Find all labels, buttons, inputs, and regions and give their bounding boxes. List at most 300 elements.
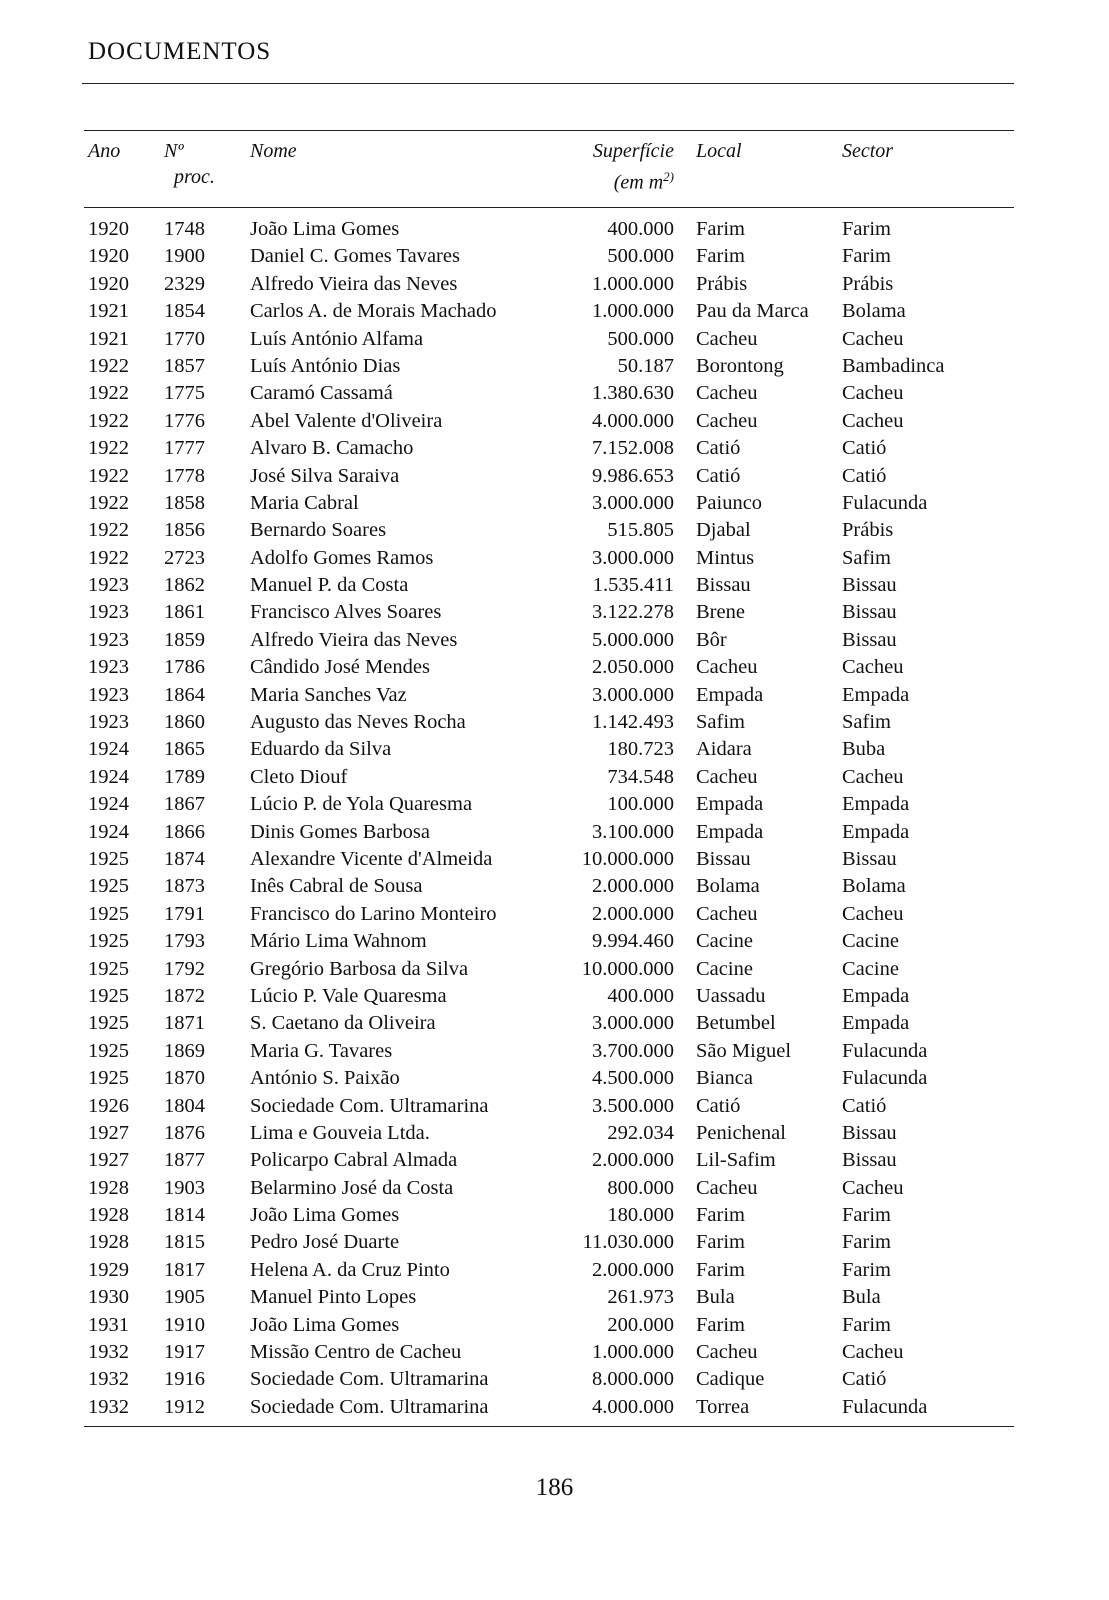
cell-ano: 1924 [88,765,129,788]
cell-local: Farim [696,1204,745,1227]
cell-sector: Catió [842,464,887,487]
cell-nome: Manuel Pinto Lopes [250,1286,417,1309]
cell-sector: Farim [842,245,891,268]
cell-superficie: 515.805 [607,519,674,542]
cell-superficie: 2.050.000 [592,656,674,679]
cell-ano: 1928 [88,1176,129,1199]
cell-sector: Cacheu [842,1176,904,1199]
table-row [84,490,1014,517]
table-row [84,791,1014,818]
cell-local: Mintus [696,546,755,569]
cell-ano: 1920 [88,245,129,268]
cell-sector: Cacheu [842,902,904,925]
cell-ano: 1920 [88,272,129,295]
cell-ano: 1922 [88,491,129,514]
cell-ano: 1932 [88,1341,129,1364]
cell-sector: Bambadinca [842,354,945,377]
cell-ano: 1922 [88,519,129,542]
cell-superficie: 1.000.000 [592,272,674,295]
cell-superficie: 3.000.000 [592,491,674,514]
cell-proc: 1860 [164,711,205,734]
cell-local: Borontong [696,354,784,377]
cell-superficie: 9.986.653 [592,464,674,487]
cell-ano: 1929 [88,1258,129,1281]
cell-superficie: 1.000.000 [592,300,674,323]
cell-sector: Fulacunda [842,1039,928,1062]
cell-ano: 1922 [88,546,129,569]
cell-proc: 1804 [164,1094,205,1117]
cell-sector: Bissau [842,1149,897,1172]
cell-proc: 1777 [164,437,205,460]
cell-proc: 1862 [164,574,205,597]
table-row [84,1202,1014,1229]
cell-nome: S. Caetano da Oliveira [250,1012,436,1035]
table-row [84,1147,1014,1174]
table-row [84,572,1014,599]
cell-sector: Bolama [842,875,906,898]
cell-nome: Adolfo Gomes Ramos [250,546,434,569]
cell-nome: Alexandre Vicente d'Almeida [250,847,493,870]
header-superficie-unit: (em m [613,171,664,194]
table-row [84,736,1014,763]
cell-ano: 1920 [88,218,129,240]
cell-sector: Empada [842,683,910,706]
cell-ano: 1923 [88,601,129,624]
cell-ano: 1925 [88,1039,129,1062]
cell-nome: Luís António Dias [250,354,401,377]
cell-sector: Farim [842,218,891,240]
cell-nome: João Lima Gomes [250,1204,400,1227]
cell-superficie: 100.000 [607,793,674,816]
cell-nome: Daniel C. Gomes Tavares [250,245,460,268]
cell-sector: Bissau [842,1121,897,1144]
table-row [84,326,1014,353]
cell-sector: Empada [842,984,910,1007]
cell-local: Brene [696,601,745,624]
cell-superficie: 400.000 [607,984,674,1007]
cell-proc: 2723 [164,546,205,569]
cell-local: Bula [696,1286,735,1309]
cell-proc: 1864 [164,683,205,706]
cell-nome: Francisco do Larino Monteiro [250,902,497,925]
cell-nome: Sociedade Com. Ultramarina [250,1368,489,1391]
table-row [84,1284,1014,1311]
header-superficie-line2 [564,164,674,196]
cell-nome: Manuel P. da Costa [250,574,409,597]
cell-nome: Augusto das Neves Rocha [250,711,466,734]
cell-superficie: 1.142.493 [592,711,674,734]
cell-sector: Cacheu [842,409,904,432]
cell-proc: 1916 [164,1368,205,1391]
cell-ano: 1921 [88,300,129,323]
cell-sector: Farim [842,1313,891,1336]
cell-nome: Abel Valente d'Oliveira [250,409,443,432]
table-top-rule [84,130,1014,131]
cell-ano: 1921 [88,327,129,350]
header-proc [164,138,215,190]
cell-nome: Maria G. Tavares [250,1039,393,1062]
cell-sector: Cacheu [842,1341,904,1364]
cell-local: Farim [696,1231,745,1254]
cell-nome: Cleto Diouf [250,765,348,788]
cell-sector: Bissau [842,601,897,624]
cell-proc: 1870 [164,1067,205,1090]
cell-sector: Bolama [842,300,906,323]
cell-proc: 1786 [164,656,205,679]
header-nome-label: Nome [250,140,297,162]
cell-proc: 1871 [164,1012,205,1035]
cell-local: Cacine [696,930,753,953]
cell-superficie: 10.000.000 [581,847,674,870]
table-header-rule [84,207,1014,208]
cell-proc: 1775 [164,382,205,405]
cell-proc: 1869 [164,1039,205,1062]
cell-local: Torrea [696,1395,750,1418]
cell-local: Cacheu [696,382,758,405]
table-row [84,545,1014,572]
cell-ano: 1932 [88,1395,129,1418]
header-local-label: Local [696,140,742,162]
cell-proc: 1874 [164,847,205,870]
cell-ano: 1927 [88,1121,129,1144]
table-row [84,353,1014,380]
cell-ano: 1928 [88,1231,129,1254]
cell-sector: Cacine [842,957,899,980]
header-proc-line1: Nº [164,140,184,162]
header-superficie [564,138,674,196]
cell-nome: Luís António Alfama [250,327,424,350]
cell-sector: Empada [842,1012,910,1035]
cell-ano: 1925 [88,930,129,953]
cell-sector: Buba [842,738,886,761]
cell-nome: Inês Cabral de Sousa [250,875,423,898]
table-row [84,873,1014,900]
cell-superficie: 10.000.000 [581,957,674,980]
cell-superficie: 8.000.000 [592,1368,674,1391]
cell-superficie: 2.000.000 [592,875,674,898]
cell-ano: 1928 [88,1204,129,1227]
cell-proc: 1858 [164,491,205,514]
table-row [84,1366,1014,1393]
cell-local: Prábis [696,272,748,295]
cell-local: Cacheu [696,327,758,350]
cell-local: Cacheu [696,765,758,788]
table-row [84,1065,1014,1092]
cell-local: Empada [696,683,764,706]
cell-proc: 1861 [164,601,205,624]
header-local [696,138,742,164]
cell-nome: João Lima Gomes [250,1313,400,1336]
table-header [84,138,1014,198]
cell-proc: 1876 [164,1121,205,1144]
cell-superficie: 50.187 [617,354,674,377]
cell-local: Uassadu [696,984,766,1007]
cell-local: Safim [696,711,745,734]
cell-superficie: 9.994.460 [592,930,674,953]
cell-ano: 1924 [88,793,129,816]
cell-superficie: 3.100.000 [592,820,674,843]
cell-nome: António S. Paixão [250,1067,400,1090]
cell-superficie: 2.000.000 [592,1149,674,1172]
cell-local: Empada [696,793,764,816]
cell-local: Bolama [696,875,760,898]
cell-sector: Farim [842,1204,891,1227]
cell-superficie: 400.000 [607,218,674,240]
table-row [84,709,1014,736]
header-superficie-line1: Superfície [592,140,674,162]
cell-ano: 1923 [88,683,129,706]
cell-sector: Cacheu [842,382,904,405]
cell-superficie: 1.535.411 [592,574,674,597]
cell-ano: 1925 [88,984,129,1007]
cell-ano: 1924 [88,820,129,843]
cell-superficie: 3.000.000 [592,546,674,569]
cell-local: Penichenal [696,1121,786,1144]
header-ano-label: Ano [88,140,121,162]
cell-local: Pau da Marca [696,300,809,323]
header-rule [82,83,1014,84]
cell-nome: Eduardo da Silva [250,738,392,761]
cell-proc: 1912 [164,1395,205,1418]
cell-proc: 1776 [164,409,205,432]
cell-local: Farim [696,1258,745,1281]
cell-local: Cacheu [696,1341,758,1364]
header-ano [88,138,120,164]
cell-local: Cacheu [696,1176,758,1199]
cell-nome: João Lima Gomes [250,218,400,240]
cell-superficie: 200.000 [607,1313,674,1336]
table-row [84,380,1014,407]
cell-proc: 1793 [164,930,205,953]
cell-nome: Policarpo Cabral Almada [250,1149,458,1172]
cell-sector: Safim [842,546,891,569]
cell-local: Lil-Safim [696,1149,776,1172]
cell-nome: Bernardo Soares [250,519,387,542]
cell-proc: 2329 [164,272,205,295]
table-row [84,627,1014,654]
cell-nome: Francisco Alves Soares [250,601,442,624]
cell-sector: Farim [842,1258,891,1281]
cell-nome: Gregório Barbosa da Silva [250,957,469,980]
cell-superficie: 3.700.000 [592,1039,674,1062]
cell-ano: 1923 [88,656,129,679]
table-row [84,819,1014,846]
cell-ano: 1927 [88,1149,129,1172]
table-row [84,1010,1014,1037]
table-row [84,1229,1014,1256]
table-row [84,216,1014,243]
cell-ano: 1925 [88,902,129,925]
table-row [84,1175,1014,1202]
table-row [84,846,1014,873]
cell-proc: 1873 [164,875,205,898]
table-row [84,1394,1014,1421]
cell-nome: Lúcio P. Vale Quaresma [250,984,447,1007]
cell-nome: Maria Sanches Vaz [250,683,407,706]
cell-ano: 1925 [88,1067,129,1090]
cell-proc: 1791 [164,902,205,925]
cell-ano: 1923 [88,711,129,734]
cell-proc: 1857 [164,354,205,377]
header-superficie-exponent: 2) [663,169,674,184]
cell-proc: 1865 [164,738,205,761]
cell-nome: Lima e Gouveia Ltda. [250,1121,430,1144]
table-row [84,1339,1014,1366]
cell-ano: 1930 [88,1286,129,1309]
cell-proc: 1770 [164,327,205,350]
cell-local: Betumbel [696,1012,776,1035]
cell-local: Bianca [696,1067,753,1090]
cell-nome: Alfredo Vieira das Neves [250,628,458,651]
cell-nome: Alvaro B. Camacho [250,437,414,460]
cell-proc: 1792 [164,957,205,980]
cell-superficie: 292.034 [607,1121,674,1144]
cell-superficie: 3.000.000 [592,1012,674,1035]
table-row [84,956,1014,983]
cell-ano: 1922 [88,382,129,405]
cell-local: Bôr [696,628,727,651]
cell-ano: 1922 [88,354,129,377]
cell-proc: 1815 [164,1231,205,1254]
cell-ano: 1925 [88,875,129,898]
cell-proc: 1900 [164,245,205,268]
cell-sector: Farim [842,1231,891,1254]
cell-proc: 1910 [164,1313,205,1336]
cell-sector: Cacine [842,930,899,953]
cell-local: Farim [696,218,745,240]
table-row [84,654,1014,681]
cell-nome: Lúcio P. de Yola Quaresma [250,793,473,816]
header-proc-line2: proc. [174,166,215,188]
table-body [84,216,1014,1421]
cell-nome: Belarmino José da Costa [250,1176,454,1199]
cell-sector: Prábis [842,272,894,295]
cell-local: Catió [696,464,741,487]
cell-local: Djabal [696,519,751,542]
cell-superficie: 180.723 [607,738,674,761]
cell-local: Cacheu [696,656,758,679]
cell-nome: Mário Lima Wahnom [250,930,427,953]
cell-proc: 1877 [164,1149,205,1172]
cell-superficie: 5.000.000 [592,628,674,651]
cell-local: Bissau [696,847,751,870]
cell-local: Aidara [696,738,752,761]
cell-local: Paiunco [696,491,763,514]
cell-ano: 1922 [88,437,129,460]
cell-ano: 1923 [88,628,129,651]
cell-sector: Cacheu [842,327,904,350]
cell-proc: 1778 [164,464,205,487]
cell-ano: 1925 [88,1012,129,1035]
cell-nome: Maria Cabral [250,491,359,514]
cell-nome: Cândido José Mendes [250,656,430,679]
cell-nome: Alfredo Vieira das Neves [250,272,458,295]
cell-nome: Caramó Cassamá [250,382,393,405]
cell-proc: 1872 [164,984,205,1007]
cell-nome: Carlos A. de Morais Machado [250,300,497,323]
cell-proc: 1867 [164,793,205,816]
cell-sector: Catió [842,437,887,460]
cell-superficie: 500.000 [607,327,674,350]
cell-ano: 1931 [88,1313,129,1336]
cell-local: Cacine [696,957,753,980]
cell-nome: Pedro José Duarte [250,1231,400,1254]
cell-local: Catió [696,437,741,460]
cell-sector: Fulacunda [842,1067,928,1090]
cell-sector: Empada [842,820,910,843]
cell-nome: Sociedade Com. Ultramarina [250,1395,489,1418]
cell-proc: 1903 [164,1176,205,1199]
cell-sector: Empada [842,793,910,816]
table-row [84,983,1014,1010]
table-row [84,1257,1014,1284]
cell-proc: 1917 [164,1341,205,1364]
cell-superficie: 3.000.000 [592,683,674,706]
header-sector [842,138,893,164]
cell-local: Cacheu [696,902,758,925]
cell-local: Cacheu [696,409,758,432]
cell-local: São Miguel [696,1039,792,1062]
cell-proc: 1814 [164,1204,205,1227]
cell-local: Bissau [696,574,751,597]
table-row [84,435,1014,462]
cell-ano: 1923 [88,574,129,597]
cell-ano: 1932 [88,1368,129,1391]
cell-ano: 1926 [88,1094,129,1117]
cell-superficie: 180.000 [607,1204,674,1227]
table-row [84,463,1014,490]
cell-nome: Missão Centro de Cacheu [250,1341,462,1364]
cell-superficie: 2.000.000 [592,902,674,925]
cell-proc: 1856 [164,519,205,542]
cell-superficie: 261.973 [607,1286,674,1309]
cell-sector: Catió [842,1094,887,1117]
cell-nome: Sociedade Com. Ultramarina [250,1094,489,1117]
table-row [84,1120,1014,1147]
running-head: DOCUMENTOS [88,38,272,65]
cell-superficie: 1.380.630 [592,382,674,405]
header-nome [250,138,297,164]
cell-nome: Helena A. da Cruz Pinto [250,1258,450,1281]
cell-local: Farim [696,1313,745,1336]
table-row [84,1312,1014,1339]
cell-ano: 1925 [88,847,129,870]
table-row [84,599,1014,626]
cell-ano: 1922 [88,464,129,487]
cell-superficie: 3.500.000 [592,1094,674,1117]
table-row [84,682,1014,709]
page-number: 186 [535,1474,574,1501]
cell-nome: Dinis Gomes Barbosa [250,820,430,843]
cell-sector: Bula [842,1286,881,1309]
cell-sector: Cacheu [842,656,904,679]
cell-superficie: 4.000.000 [592,409,674,432]
cell-superficie: 4.000.000 [592,1395,674,1418]
table-row [84,901,1014,928]
cell-proc: 1789 [164,765,205,788]
cell-proc: 1859 [164,628,205,651]
cell-local: Empada [696,820,764,843]
cell-superficie: 734.548 [607,765,674,788]
cell-sector: Prábis [842,519,894,542]
cell-proc: 1905 [164,1286,205,1309]
cell-proc: 1817 [164,1258,205,1281]
cell-superficie: 11.030.000 [582,1231,674,1254]
table-row [84,764,1014,791]
cell-superficie: 3.122.278 [592,601,674,624]
table-row [84,408,1014,435]
table-bottom-rule [84,1426,1014,1427]
